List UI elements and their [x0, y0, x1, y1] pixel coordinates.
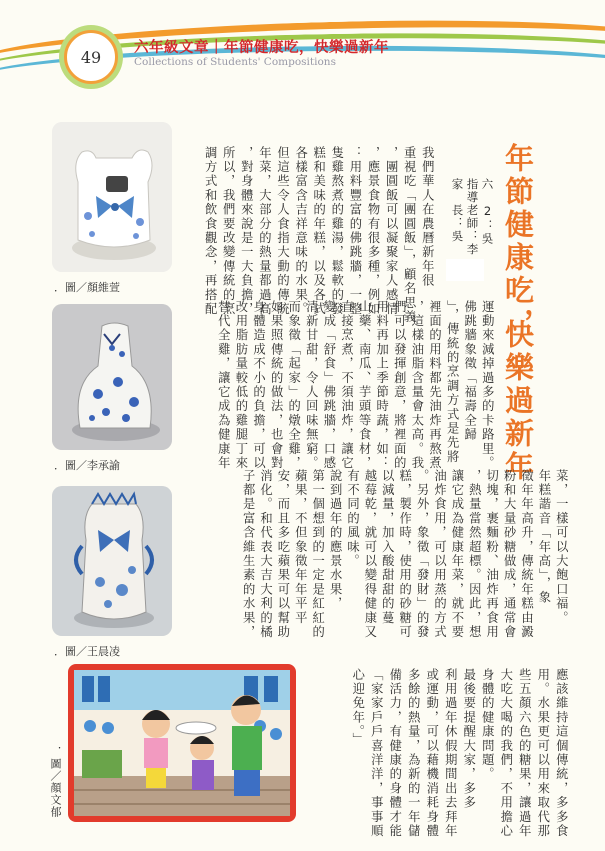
paragraph-line: 消化。和代表大吉大利的橘 — [258, 469, 273, 640]
article-title-line-2: 快樂過新年 — [501, 319, 535, 484]
paragraph-line: 清新甘甜，令人回味無窮。 — [304, 300, 319, 471]
section-subtitle: Collections of Students' Compositions — [134, 56, 336, 68]
paragraph-line: 最後要提醒大家，多多 — [461, 668, 476, 810]
family-kitchen-drawing — [68, 664, 296, 822]
paragraph-line: 但這些令人食指大動的傳統 — [275, 146, 290, 317]
paragraph-line: 「家家戶戶喜洋洋，事事順 — [369, 668, 384, 839]
paragraph-line: 油炸食用，可以用蒸的方式 — [432, 469, 447, 640]
paragraph-line: 越莓乾，就可以變得健康又 — [362, 469, 377, 640]
paragraph-line: 說到過年的應景水果， — [328, 469, 343, 611]
paragraph-line: 裡面的用料都先油炸再熬煮 — [427, 300, 442, 471]
paragraph-line: 我們華人在農曆新年很 — [420, 146, 435, 288]
paragraph-line: 年糕諧音「年高」，象 — [536, 469, 551, 605]
paragraph-line: 應該維持這個傳統，多多食 — [554, 668, 569, 839]
paragraph-line: 直接烹煮，不須油炸，讓它 — [339, 300, 354, 471]
paragraph-line: 或運動，可以藉機消耗身體 — [424, 668, 439, 839]
figure-photo-2 — [52, 304, 172, 450]
paragraph-line: 些五顏六色的糖果，讓過年 — [517, 668, 532, 839]
paragraph-line: 切塊，裹麵粉、油炸再食用 — [484, 469, 499, 640]
paragraph-line: ，團圓飯可以凝聚家人感情 — [384, 146, 399, 317]
paragraph-line: 徵年年高升，傳統年糕由澱 — [519, 469, 534, 640]
paragraph-line: 佛跳牆象徵「福壽全歸 — [462, 300, 477, 442]
byline-line: 家 長：吳 — [450, 178, 465, 243]
paragraph-line: 糕，製作時，使用的砂糖可 — [397, 469, 412, 640]
paragraph-line: 身體的健康問題。 — [480, 668, 495, 782]
redaction-box — [446, 259, 484, 281]
paragraph-line: 」，傳統的烹調方式是先將 — [445, 300, 460, 465]
paragraph-line: 用料再加上季節時蔬，如： — [374, 300, 389, 471]
paragraph-line: ，對身體來說是一大負擔， — [239, 146, 254, 317]
paragraph-line: 們可以發揮創意，將裡面的 — [392, 300, 407, 471]
paragraph-line: 隻雞熬煮的雞湯，鬆軟的發 — [329, 146, 344, 317]
paragraph-line: ，熱量當然超標。因此，想 — [467, 469, 482, 640]
paragraph-line: 多餘的熱量，為新的一年儲 — [406, 668, 421, 839]
paragraph-line: 安，而且多吃蘋果可以幫助 — [275, 469, 290, 640]
paragraph-line: 而象徵「起家」的燉全雞， — [286, 300, 301, 471]
page-number: 49 — [64, 30, 118, 84]
figure-caption-4: ．圖／顏文郁 — [49, 746, 62, 818]
figure-caption-1: ．圖／顏維萱 — [54, 281, 120, 294]
figure-caption-3: ．圖／王晨凌 — [54, 645, 120, 658]
paragraph-line: 山藥、南瓜、芋頭等食材， — [357, 300, 372, 471]
paragraph-line: 用。水果更可以用來取代那 — [535, 668, 550, 839]
paragraph-line: 。另外，象徵「發財」的發 — [415, 469, 430, 640]
section-title: 六年級文章｜年節健康吃，快樂過新年 — [134, 40, 389, 56]
paragraph-line: 如果照傳統的做法，也會對 — [269, 300, 284, 471]
paragraph-line: ：用料豐富的佛跳牆，一整 — [347, 146, 362, 317]
paragraph-line: 以減量，加入酸甜甜的蔓 — [380, 469, 395, 626]
ceramic-figure-1-image — [52, 122, 172, 272]
paragraph-line: 重視吃「團圓飯」，顧名思義 — [402, 146, 417, 325]
figure-photo-4 — [68, 664, 296, 822]
paragraph-line: 糕和美味的年糕，以及各式 — [311, 146, 326, 317]
paragraph-line: ，這樣油脂含量會太高。我 — [409, 300, 424, 471]
paragraph-line: 身體造成不小的負擔，可以 — [251, 300, 266, 471]
paragraph-line: 運動來減掉過多的卡路里。 — [480, 300, 495, 471]
paragraph-line: 各樣富含吉祥意味的水果。 — [293, 146, 308, 317]
paragraph-line: 調方式和飲食觀念，再搭配 — [203, 146, 218, 317]
paragraph-line: 子都是富含維生素的水果， — [241, 469, 256, 640]
figure-caption-2: ．圖／李承諭 — [54, 459, 120, 472]
ceramic-figure-2-image — [52, 304, 172, 450]
paragraph-line: 利用過年休假期間出去拜年 — [443, 668, 458, 839]
byline-line: 六 2：吳 — [480, 178, 495, 246]
paragraph-line: 第一個想到的一定是紅紅的 — [310, 469, 325, 640]
byline-line: 指導老師：李 — [465, 178, 480, 256]
paragraph-line: 變成「舒食」佛跳牆，口感 — [321, 300, 336, 471]
paragraph-line: 讓它成為健康年菜，就不要 — [449, 469, 464, 640]
paragraph-line: 改用脂肪量較低的雞腿丁來 — [233, 300, 248, 471]
paragraph-line: 心迎免年。」 — [350, 668, 365, 748]
paragraph-line: 有不同的風味。 — [345, 469, 360, 569]
ceramic-figure-3-image — [52, 486, 172, 636]
paragraph-line: 替代全雞，讓它成為健康年 — [216, 300, 231, 471]
figure-photo-3 — [52, 486, 172, 636]
paragraph-line: 蘋果，不但象徵年年平平 — [293, 469, 308, 626]
article-title-line-1: 年節健康吃， — [501, 143, 535, 341]
paragraph-line: ，應景食物有很多種，例如 — [365, 146, 380, 317]
paragraph-line: 年菜，大部分的熱量都過高 — [257, 146, 272, 317]
paragraph-line: 備活力，有健康的身體才能 — [387, 668, 402, 839]
paragraph-line: 大吃大喝的我們，不用擔心 — [498, 668, 513, 839]
paragraph-line: 所以，我們要改變傳統的烹 — [221, 146, 236, 317]
figure-photo-1 — [52, 122, 172, 272]
paragraph-line: 粉和大量砂糖做成，通常會 — [502, 469, 517, 640]
paragraph-line: 菜，一樣可以大飽口福。 — [554, 469, 569, 626]
